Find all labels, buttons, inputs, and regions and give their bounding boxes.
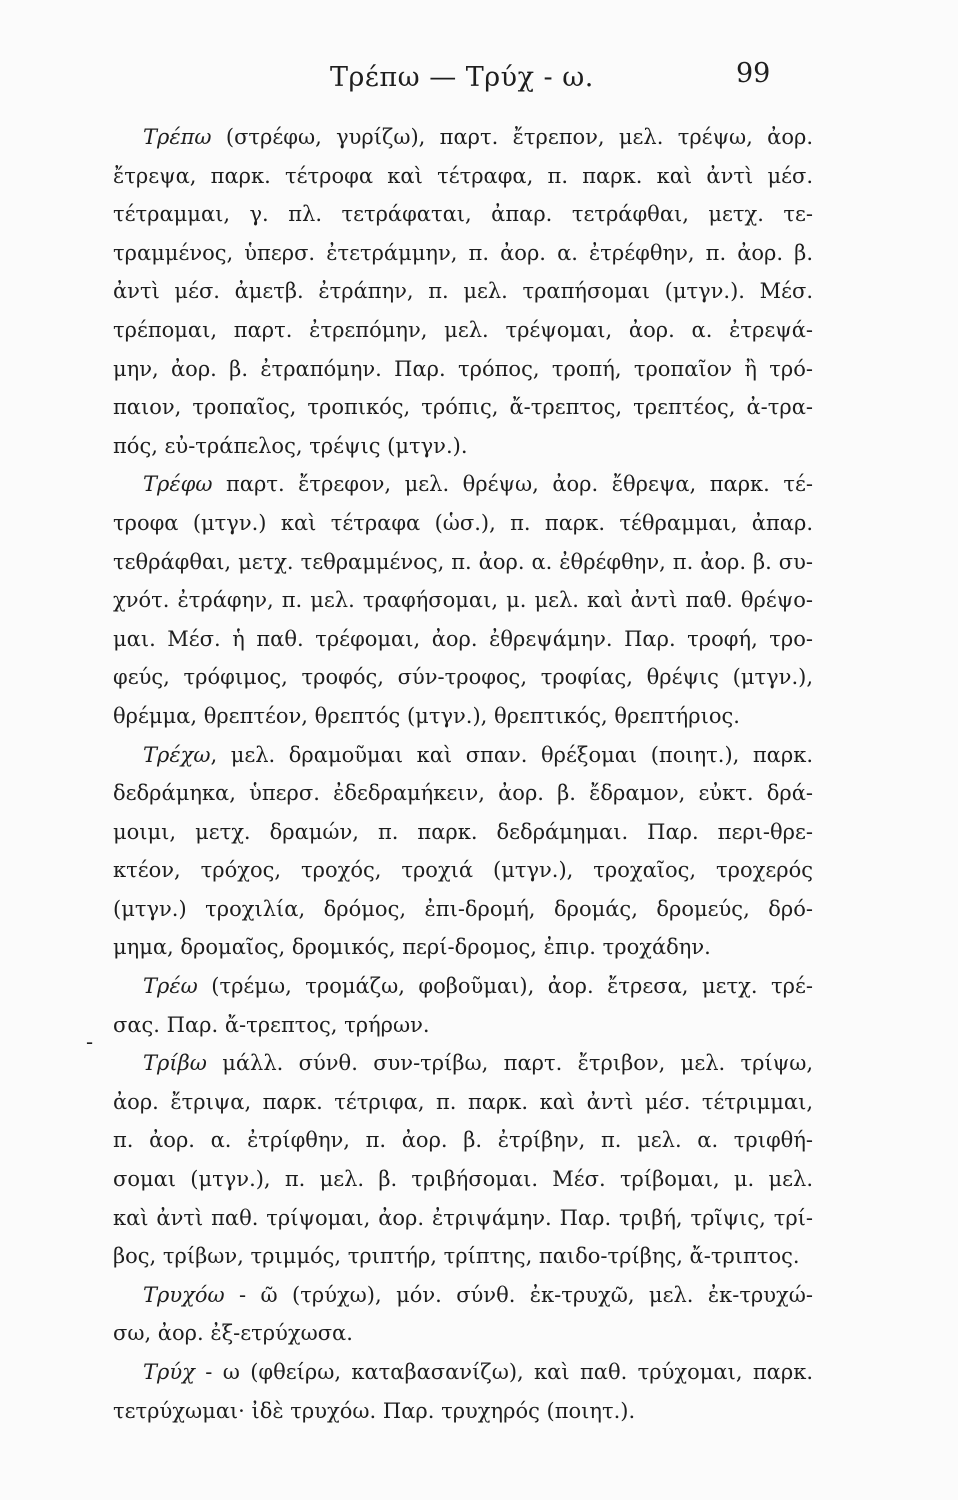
line-text: - ω (φθείρω, καταβασανίζω), καὶ παθ. τρύχομαι, παρκ. <box>194 1360 813 1384</box>
dictionary-text <box>113 118 813 1430</box>
text-line <box>113 1392 813 1431</box>
entry-headword: Τρέω <box>143 974 198 999</box>
entry-first-line <box>113 1353 813 1392</box>
line-text: μαι. Μέσ. ἡ παθ. τρέφομαι, ἀορ. ἐθρεψάμην. Παρ. τροφή, τρο- <box>113 626 813 651</box>
line-text: τροφα (μτγν.) καὶ τέτραφα (ὡσ.), π. παρκ. τέθραμμαι, ἀπαρ. <box>113 510 813 535</box>
text-line <box>113 851 813 890</box>
line-text: ἀντὶ μέσ. ἀμετβ. ἐτράπην, π. μελ. τραπήσομαι (μτγν.). Μέσ. <box>113 279 813 304</box>
line-text: μημα, δρομαῖος, δρομικός, περί-δρομος, ἐπιρ. τροχάδην. <box>113 935 711 960</box>
entry-first-line <box>113 736 813 775</box>
line-text: π. ἀορ. α. ἐτρίφθην, π. ἀορ. β. ἐτρίβην, π. μελ. α. τριφθή- <box>113 1128 813 1153</box>
text-line <box>113 1006 813 1045</box>
line-text: μάλλ. σύνθ. συν-τρίβω, παρτ. ἔτριβον, μελ. τρίψω, <box>206 1051 813 1076</box>
text-line <box>113 234 813 273</box>
text-line <box>113 1083 813 1122</box>
line-text: (τρέμω, τρομάζω, φοβοῦμαι), ἀορ. ἔτρεσα, μετχ. τρέ- <box>197 974 813 999</box>
text-line <box>113 427 813 466</box>
text-line <box>113 1199 813 1238</box>
entry-first-line <box>113 465 813 504</box>
line-text: φεύς, τρόφιμος, τροφός, σύν-τροφος, τροφίας, θρέψις (μτγν.), <box>113 665 813 690</box>
line-text: - ῶ (τρύχω), μόν. σύνθ. ἐκ-τρυχῶ, μελ. ἐκ-τρυχώ- <box>224 1282 813 1307</box>
text-line <box>113 157 813 196</box>
entry-first-line <box>113 1044 813 1083</box>
text-line <box>113 1121 813 1160</box>
text-line <box>113 272 813 311</box>
line-text: μην, ἀορ. β. ἐτραπόμην. Παρ. τρόπος, τροπή, τροπαῖον ἢ τρό- <box>113 356 813 381</box>
line-text: σας. Παρ. ἄ-τρεπτος, τρήρων. <box>113 1012 430 1037</box>
text-line <box>113 543 813 582</box>
text-line <box>113 928 813 967</box>
line-text: καὶ ἀντὶ παθ. τρίψομαι, ἀορ. ἐτριψάμην. Παρ. τριβή, τρῖψις, τρί- <box>113 1205 813 1230</box>
text-line <box>113 311 813 350</box>
entry-headword: Τρυχόω <box>143 1282 225 1307</box>
line-text: τεθράφθαι, μετχ. τεθραμμένος, π. ἀορ. α. ἐθρέφθην, π. ἀορ. β. συ- <box>113 549 813 574</box>
running-title: Τρέπω — Τρύχ - ω. <box>330 62 594 93</box>
text-line <box>113 890 813 929</box>
text-line <box>113 581 813 620</box>
entry-headword: Τρέφω <box>143 472 213 497</box>
line-text: ἀορ. ἔτριψα, παρκ. τέτριφα, π. παρκ. καὶ ἀντὶ μέσ. τέτριμμαι, <box>113 1089 813 1114</box>
text-line <box>113 195 813 234</box>
line-text: δεδράμηκα, ὑπερσ. ἐδεδραμήκειν, ἀορ. β. ἔδραμον, εὐκτ. δρά- <box>113 781 813 806</box>
line-text: , μελ. δραμοῦμαι καὶ σπαν. θρέξομαι (ποιητ.), παρκ. <box>210 742 813 767</box>
margin-mark: - <box>86 1030 94 1054</box>
line-text: τραμμένος, ὑπερσ. ἐτετράμμην, π. ἀορ. α. ἐτρέφθην, π. ἀορ. β. <box>113 240 813 265</box>
line-text: παρτ. ἔτρεφον, μελ. θρέψω, ἀορ. ἔθρεψα, παρκ. τέ- <box>212 472 813 497</box>
line-text: τρέπομαι, παρτ. ἐτρεπόμην, μελ. τρέψομαι, ἀορ. α. ἐτρεψά- <box>113 317 813 342</box>
line-text: (στρέφω, γυρίζω), παρτ. ἔτρεπον, μελ. τρέψω, ἀορ. <box>211 125 813 149</box>
line-text: χνότ. ἐτράφην, π. μελ. τραφήσομαι, μ. μελ. καὶ ἀντὶ παθ. θρέψο- <box>113 588 813 613</box>
line-text: παιον, τροπαῖος, τροπικός, τρόπις, ἄ-τρεπτος, τρεπτέος, ἀ-τρα- <box>113 395 813 420</box>
text-line <box>113 697 813 736</box>
line-text: μοιμι, μετχ. δραμών, π. παρκ. δεδράμημαι. Παρ. περι-θρε- <box>113 819 813 844</box>
text-line <box>113 1314 813 1353</box>
line-text: ἔτρεψα, παρκ. τέτροφα καὶ τέτραφα, π. παρκ. καὶ ἀντὶ μέσ. <box>113 163 813 188</box>
text-line <box>113 620 813 659</box>
text-line <box>113 350 813 389</box>
text-line <box>113 813 813 852</box>
entry-first-line <box>113 1276 813 1315</box>
line-text: σομαι (μτγν.), π. μελ. β. τριβήσομαι. Μέσ. τρίβομαι, μ. μελ. <box>113 1167 813 1192</box>
line-text: (μτγν.) τροχιλία, δρόμος, ἐπι-δρομή, δρομάς, δρομεύς, δρό- <box>113 896 813 921</box>
line-text: κτέον, τρόχος, τροχός, τροχιά (μτγν.), τροχαῖος, τροχερός <box>113 858 813 883</box>
entry-first-line <box>113 967 813 1006</box>
text-line <box>113 774 813 813</box>
text-line <box>113 388 813 427</box>
entry-headword: Τρύχ <box>143 1360 195 1384</box>
text-line <box>113 658 813 697</box>
page-number: 99 <box>736 58 771 89</box>
line-text: βος, τρίβων, τριμμός, τριπτήρ, τρίπτης, παιδο-τρίβης, ἄ-τριπτος. <box>113 1244 800 1269</box>
line-text: πός, εὐ-τράπελος, τρέψις (μτγν.). <box>113 433 468 458</box>
line-text: θρέμμα, θρεπτέον, θρεπτός (μτγν.), θρεπτικός, θρεπτήριος. <box>113 703 740 728</box>
line-text: σω, ἀορ. ἐξ-ετρύχωσα. <box>113 1321 353 1346</box>
entry-headword: Τρέχω <box>143 742 211 767</box>
text-line <box>113 504 813 543</box>
entry-headword: Τρέπω <box>143 125 212 149</box>
entry-first-line <box>113 118 813 157</box>
entry-headword: Τρίβω <box>143 1051 207 1076</box>
line-text: τετρύχωμαι· ἰδὲ τρυχόω. Παρ. τρυχηρός (ποιητ.). <box>113 1398 636 1423</box>
line-text: τέτραμμαι, γ. πλ. τετράφαται, ἀπαρ. τετράφθαι, μετχ. τε- <box>113 202 813 227</box>
text-line <box>113 1160 813 1199</box>
text-line <box>113 1237 813 1276</box>
